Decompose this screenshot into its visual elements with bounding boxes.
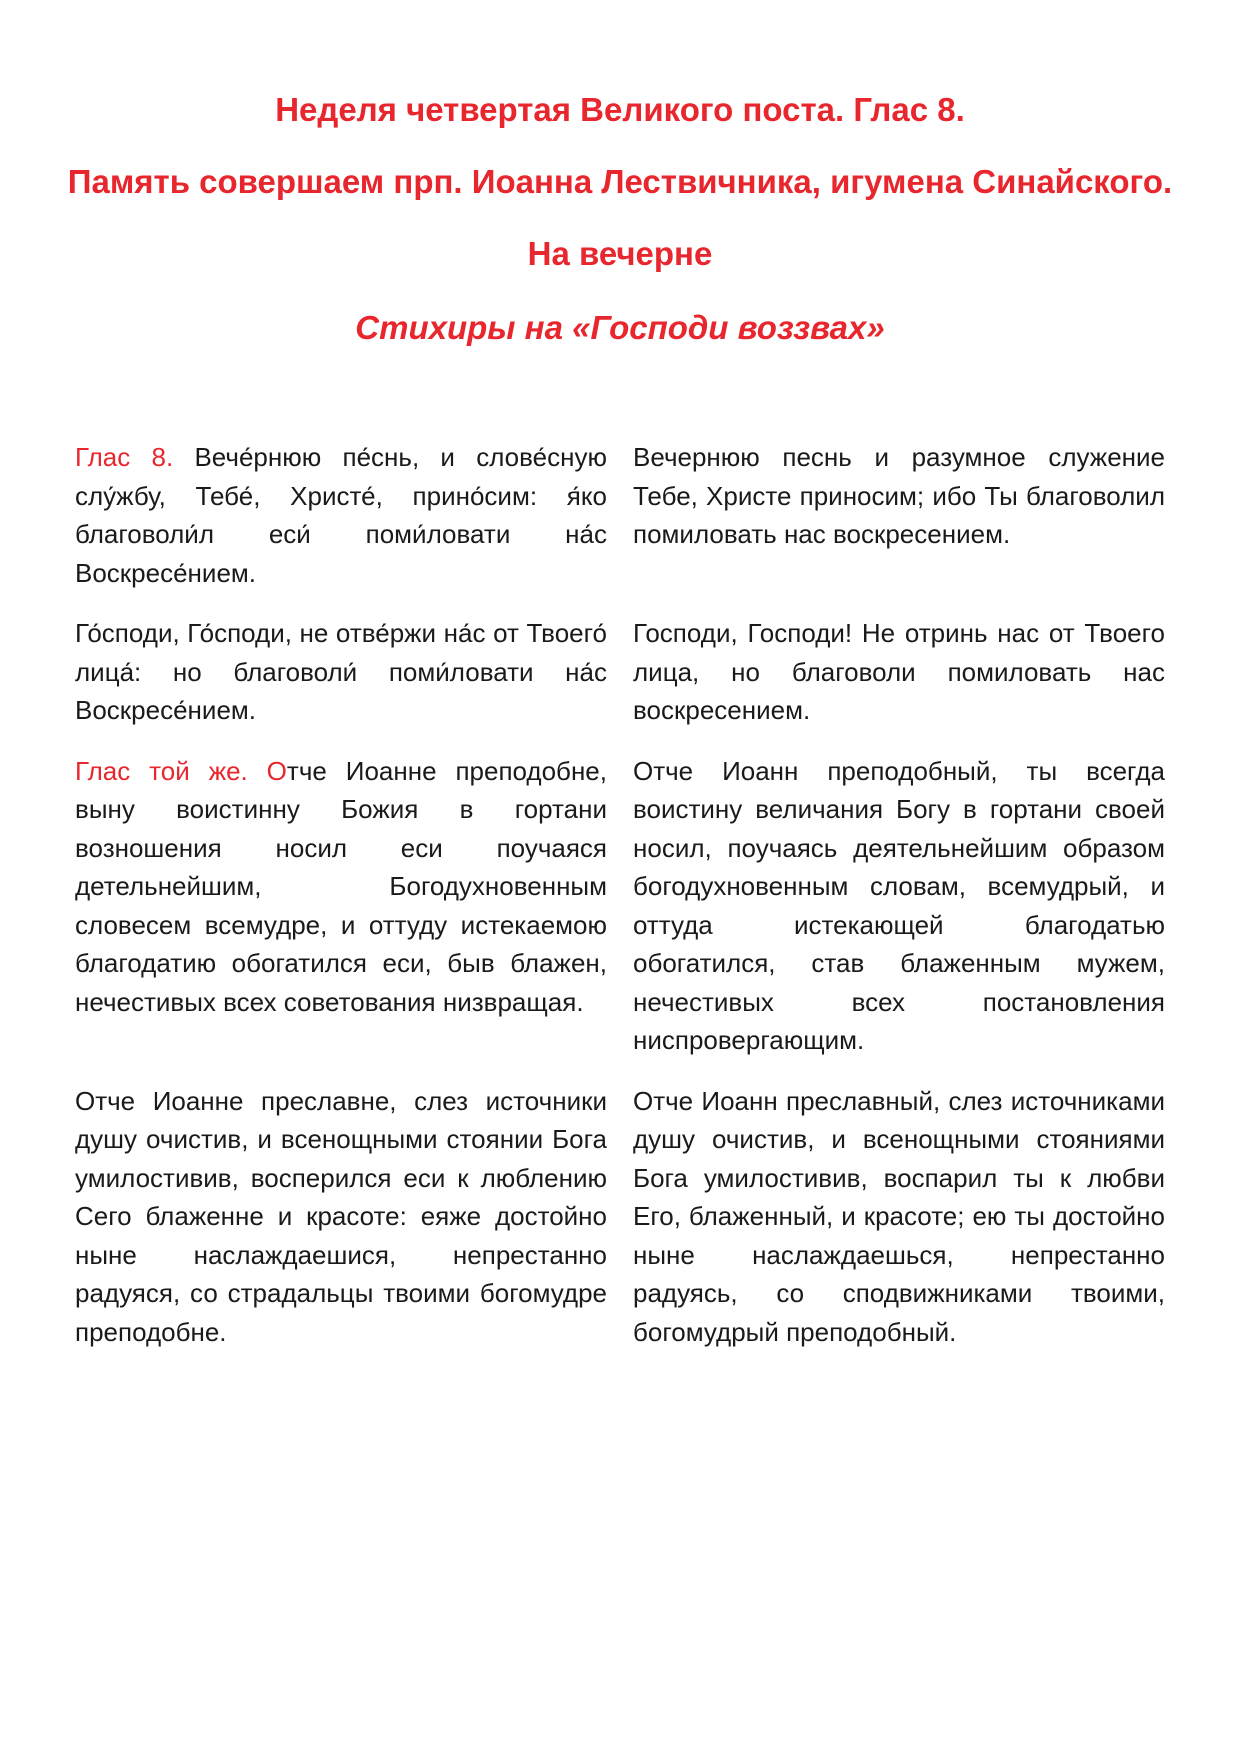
rubric: Глас 8. bbox=[75, 442, 195, 472]
parallel-text bbox=[75, 438, 1165, 1373]
sticheron-row bbox=[75, 438, 1165, 592]
slavonic-text bbox=[75, 438, 607, 592]
service-heading: На вечерне bbox=[527, 235, 713, 272]
sticheron-row bbox=[75, 1082, 1165, 1352]
russian-text: Вечернюю песнь и разумное служение Тебе, Христе приносим; ибо Ты благоволил помиловать нас воскресением. bbox=[633, 442, 1165, 549]
sticheron-row bbox=[75, 752, 1165, 1060]
page-title: Неделя четвертая Великого поста. Глас 8. bbox=[275, 91, 965, 128]
slavonic-body: Вече́рнюю пе́снь, и слове́сную слу́жбу, Тебе́, Христе́, прино́сим: я́ко благоволи́л еси́ поми́ловати на́с Воскресе́нием. bbox=[75, 442, 607, 588]
sticheron-row bbox=[75, 614, 1165, 730]
slavonic-body: Го́споди, Го́споди, не отве́ржи на́с от Твоего́ лица́: но благоволи́ поми́ловати на́с Воскресе́нием. bbox=[75, 618, 607, 725]
memory-heading: Память совершаем прп. Иоанна Лествичника, игумена Синайского. bbox=[67, 163, 1173, 200]
slavonic-text bbox=[75, 614, 607, 730]
russian-text: Отче Иоанн преславный, слез источниками душу очистив, и всенощными стояниями Бога умилостивив, воспарил ты к любви Его, блаженный, и красоте; ею ты достойно ныне наслаждаешься, непрестанно радуясь, со сподвижниками твоими, богомудрый преподобный. bbox=[633, 1085, 1165, 1347]
slavonic-body: Отче Иоанне преславне, слез источники душу очистив, и всенощными стоянии Бога умилостивив, восперился еси к люблению Сего блаженне и красоте: еяже достойно ныне наслаждаешися, непрестанно радуяся, со страдальцы твоими богомудре преподобне. bbox=[75, 1085, 607, 1347]
slavonic-text bbox=[75, 1082, 607, 1352]
heading-block bbox=[60, 84, 1180, 354]
slavonic-body: тче Иоанне преподобне, выну воистинну Божия в гортани возношения носил еси поучаяся детельнейшим, Богодухновенным словесем всемудре, и оттуду истекаемою благодатию обогатился еси, быв блажен, нечестивых всех советования низвращая. bbox=[75, 755, 607, 1017]
russian-text: Господи, Господи! Не отринь нас от Твоего лица, но благоволи помиловать нас воскресением. bbox=[633, 618, 1165, 725]
slavonic-text bbox=[75, 752, 607, 1060]
section-heading: Стихиры на «Господи воззвах» bbox=[355, 309, 885, 346]
russian-text: Отче Иоанн преподобный, ты всегда воистину величания Богу в гортани своей носил, поучаясь деятельнейшим образом богодухновенным словам, всемудрый, и оттуда истекающей благодатью обогатился, став блаженным мужем, нечестивых всех постановления ниспровергающим. bbox=[633, 755, 1165, 1055]
rubric: Глас той же. О bbox=[75, 755, 287, 786]
